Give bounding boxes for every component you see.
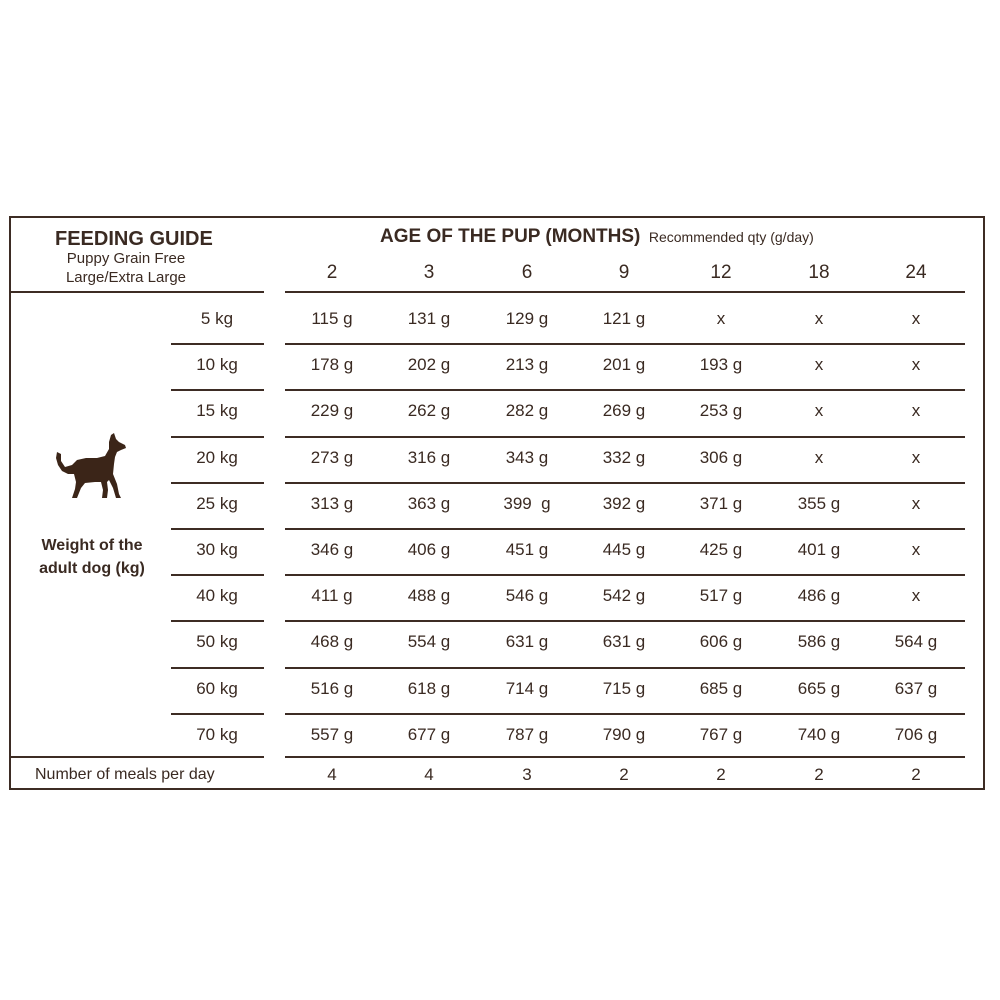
feeding-amount-cell: 488 g xyxy=(407,586,451,606)
row-divider-right xyxy=(285,667,965,669)
feeding-amount-cell: x xyxy=(911,493,921,513)
product-name-line1: Puppy Grain Free xyxy=(66,250,186,267)
feeding-amount-cell: x xyxy=(814,355,824,375)
weight-axis-label xyxy=(17,534,167,580)
feeding-amount-cell: 411 g xyxy=(311,586,353,606)
meals-per-day-cell: 2 xyxy=(619,765,629,784)
feeding-amount-cell: 282 g xyxy=(505,401,549,421)
dog-weight-label: 60 kg xyxy=(196,678,238,698)
feeding-amount-cell: 129 g xyxy=(505,309,549,328)
age-column-header: 9 xyxy=(618,262,630,283)
feeding-amount-cell: x xyxy=(911,447,921,467)
feeding-amount-cell: x xyxy=(911,586,921,606)
row-divider-right xyxy=(285,482,965,484)
feeding-amount-cell: x xyxy=(911,355,921,375)
meals-per-day-cell: 2 xyxy=(911,765,921,784)
feeding-amount-cell: 371 g xyxy=(699,493,743,513)
feeding-amount-cell: 178 g xyxy=(310,355,354,375)
row-divider-right xyxy=(285,574,965,576)
row-divider-right xyxy=(285,528,965,530)
dog-weight-label: 5 kg xyxy=(200,309,234,328)
feeding-amount-cell: 316 g xyxy=(407,447,451,467)
feeding-amount-cell: 406 g xyxy=(407,540,451,559)
feeding-amount-cell: x xyxy=(911,401,921,421)
feeding-amount-cell: x xyxy=(814,447,824,467)
age-header xyxy=(380,226,814,248)
feeding-amount-cell: 269 g xyxy=(602,401,646,421)
meals-divider-right xyxy=(285,756,965,758)
row-divider-left xyxy=(171,389,264,391)
meals-per-day-cell: 2 xyxy=(716,765,726,784)
feeding-amount-cell: 618 g xyxy=(407,678,451,698)
header-divider-right xyxy=(285,291,965,293)
row-divider-left xyxy=(171,667,264,669)
meals-divider-left xyxy=(11,756,264,758)
age-column-header: 2 xyxy=(326,262,338,283)
row-divider-right xyxy=(285,713,965,715)
feeding-amount-cell: 399 g xyxy=(503,493,551,513)
feeding-amount-cell: 486 g xyxy=(797,586,841,606)
row-divider-right xyxy=(285,436,965,438)
feeding-amount-cell: 468 g xyxy=(310,632,354,652)
feeding-amount-cell: 637 g xyxy=(894,678,938,698)
feeding-amount-cell: 121 g xyxy=(602,309,646,328)
meals-per-day-cell: 3 xyxy=(522,765,532,784)
dog-icon xyxy=(55,432,131,502)
row-divider-left xyxy=(171,574,264,576)
feeding-amount-cell: 445 g xyxy=(602,540,646,559)
header-divider-left xyxy=(11,291,264,293)
feeding-amount-cell: x xyxy=(814,309,824,328)
feeding-amount-cell: x xyxy=(911,540,921,559)
feeding-amount-cell: 306 g xyxy=(699,447,743,467)
feeding-amount-cell: 787 g xyxy=(505,724,549,744)
dog-weight-label: 25 kg xyxy=(196,493,238,513)
feeding-amount-cell: x xyxy=(911,309,921,328)
feeding-amount-cell: x xyxy=(716,309,726,328)
feeding-amount-cell: 355 g xyxy=(797,493,841,513)
meals-label: Number of meals per day xyxy=(35,766,215,783)
age-column-header: 6 xyxy=(521,262,533,283)
feeding-amount-cell: 677 g xyxy=(407,724,451,744)
feeding-guide-title: FEEDING GUIDE xyxy=(55,228,213,250)
feeding-amount-cell: 425 g xyxy=(699,540,743,559)
feeding-amount-cell: 586 g xyxy=(797,632,841,652)
qty-note: Recommended qty (g/day) xyxy=(648,229,814,245)
row-divider-right xyxy=(285,343,965,345)
row-divider-left xyxy=(171,482,264,484)
feeding-amount-cell: 715 g xyxy=(602,678,646,698)
feeding-amount-cell: 262 g xyxy=(407,401,451,421)
age-title: AGE OF THE PUP (MONTHS) xyxy=(380,226,641,247)
feeding-amount-cell: 451 g xyxy=(505,540,549,559)
feeding-amount-cell: 557 g xyxy=(310,724,354,744)
feeding-amount-cell: 740 g xyxy=(797,724,841,744)
product-name-line2: Large/Extra Large xyxy=(65,269,187,286)
dog-weight-label: 70 kg xyxy=(196,724,238,744)
feeding-amount-cell: 685 g xyxy=(699,678,743,698)
feeding-amount-cell: 542 g xyxy=(602,586,646,606)
row-divider-left xyxy=(171,620,264,622)
feeding-amount-cell: 253 g xyxy=(699,401,743,421)
feeding-amount-cell: 516 g xyxy=(310,678,354,698)
feeding-amount-cell: 201 g xyxy=(602,355,646,375)
weight-axis-label-line1: Weight of the xyxy=(41,537,143,554)
feeding-amount-cell: 564 g xyxy=(894,632,938,652)
dog-weight-label: 30 kg xyxy=(196,540,238,559)
feeding-amount-cell: 790 g xyxy=(602,724,646,744)
feeding-amount-cell: 631 g xyxy=(602,632,646,652)
dog-weight-label: 40 kg xyxy=(196,586,238,606)
feeding-amount-cell: 517 g xyxy=(699,586,743,606)
feeding-amount-cell: 606 g xyxy=(699,632,743,652)
age-column-header: 12 xyxy=(710,262,732,283)
feeding-amount-cell: 229 g xyxy=(310,401,354,421)
feeding-amount-cell: 546 g xyxy=(505,586,549,606)
feeding-amount-cell: 313 g xyxy=(310,493,354,513)
feeding-amount-cell: 131 g xyxy=(407,309,451,328)
feeding-amount-cell: 714 g xyxy=(505,678,549,698)
feeding-amount-cell: 273 g xyxy=(310,447,354,467)
row-divider-left xyxy=(171,343,264,345)
dog-weight-label: 20 kg xyxy=(196,447,238,467)
dog-weight-label: 15 kg xyxy=(196,401,238,421)
age-column-header: 18 xyxy=(808,262,830,283)
row-divider-left xyxy=(171,713,264,715)
dog-weight-label: 10 kg xyxy=(196,355,238,375)
feeding-amount-cell: 706 g xyxy=(894,724,938,744)
dog-weight-label: 50 kg xyxy=(196,632,238,652)
age-column-header: 24 xyxy=(905,262,927,283)
feeding-amount-cell: 392 g xyxy=(602,493,646,513)
weight-axis-label-line2: adult dog (kg) xyxy=(39,560,145,577)
meals-per-day-cell: 4 xyxy=(424,765,434,784)
feeding-amount-cell: 554 g xyxy=(407,632,451,652)
row-divider-left xyxy=(171,436,264,438)
feeding-amount-cell: 332 g xyxy=(602,447,646,467)
feeding-amount-cell: 346 g xyxy=(310,540,354,559)
row-divider-left xyxy=(171,528,264,530)
row-divider-right xyxy=(285,620,965,622)
feeding-amount-cell: 631 g xyxy=(505,632,549,652)
age-column-header: 3 xyxy=(423,262,435,283)
meals-per-day-cell: 4 xyxy=(327,765,337,784)
feeding-amount-cell: 363 g xyxy=(407,493,451,513)
feeding-amount-cell: 665 g xyxy=(797,678,841,698)
feeding-amount-cell: 115 g xyxy=(311,309,353,328)
feeding-amount-cell: 767 g xyxy=(699,724,743,744)
feeding-amount-cell: 193 g xyxy=(699,355,743,375)
meals-per-day-cell: 2 xyxy=(814,765,824,784)
row-divider-right xyxy=(285,389,965,391)
feeding-amount-cell: 401 g xyxy=(797,540,841,559)
feeding-amount-cell: 213 g xyxy=(505,355,549,375)
feeding-amount-cell: 202 g xyxy=(407,355,451,375)
feeding-amount-cell: x xyxy=(814,401,824,421)
feeding-amount-cell: 343 g xyxy=(505,447,549,467)
feeding-guide-table xyxy=(9,216,985,790)
